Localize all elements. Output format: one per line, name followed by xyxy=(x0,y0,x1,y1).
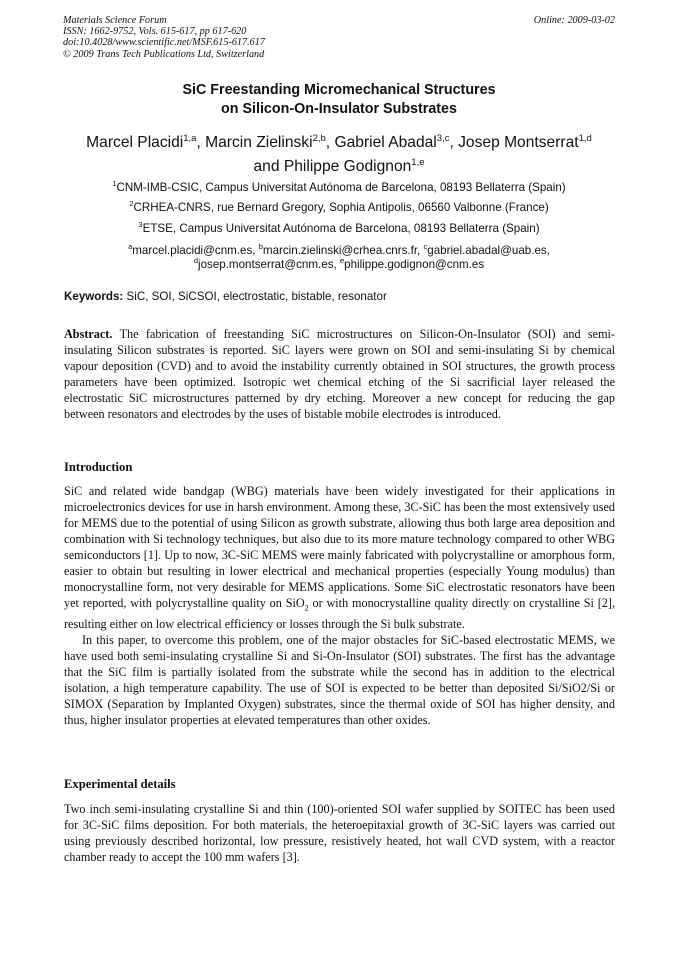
affiliation-sup: 3 xyxy=(138,220,143,229)
affiliation-text: CRHEA-CNRS, rue Bernard Gregory, Sophia Antipolis, 06560 Valbonne (France) xyxy=(133,200,549,214)
affiliation-sup: 1 xyxy=(112,179,117,188)
email-sup: c xyxy=(423,242,428,251)
email-link[interactable]: gabriel.abadal@uab.es, xyxy=(427,243,550,257)
author-sup: 1,d xyxy=(578,133,592,144)
abstract-label: Abstract. xyxy=(64,327,113,341)
keywords xyxy=(64,290,616,303)
title-line-1: SiC Freestanding Micromechanical Structures xyxy=(182,82,496,98)
email-link[interactable]: josep.montserrat@cnm.es, xyxy=(198,257,337,271)
online-date: Online: 2009-03-02 xyxy=(533,15,615,26)
journal-name: Materials Science Forum xyxy=(63,15,167,26)
title-line-2: on Silicon-On-Insulator Substrates xyxy=(221,101,457,117)
keywords-text: SiC, SOI, SiCSOI, electrostatic, bistable, resonator xyxy=(126,290,387,303)
subscript: 2 xyxy=(304,603,309,613)
author-name: Josep Montserrat xyxy=(458,134,579,152)
author-name: Philippe Godignon xyxy=(283,158,412,176)
email-link[interactable]: marcin.zielinski@crhea.cnrs.fr, xyxy=(262,243,421,257)
author-list: Marcel Placidi$^{1,a}$, Marcin Zielinski$^{2,b}$, Gabriel Abadal$^{3,c}$, Josep Montserrat$^{1,d}$ and Philippe Godignon$^{1,e}$ xyxy=(86,133,592,176)
issn-line: ISSN: 1662-9752, Vols. 615-617, pp 617-620 xyxy=(63,26,247,38)
experimental-body xyxy=(64,801,615,865)
email-line-2 xyxy=(0,254,678,272)
paper-title xyxy=(0,81,678,119)
author-name: Gabriel Abadal xyxy=(334,134,437,152)
abstract xyxy=(64,326,615,422)
author-sup: 3,c xyxy=(436,133,450,144)
journal-header xyxy=(63,15,615,60)
paragraph-text: SiC and related wide bandgap (WBG) materials have been widely investigated for their applications in microelectronics devices for use in harsh environment. Among these, 3C-SiC has been the most extensively used for MEMS due to the potential of using Silicon as growth substrate, allowing thus both large area deposition and combination with Si technology techniques, but also due to its more mature technology compared to other WBG semiconductors [1]. Up to now, 3C-SiC MEMS were mainly fabricated with polycrystalline or amorphous form, easier to obtain but resulting in lower electrical and mechanical properties (especially Young modulus) than monocrystalline form, not very desirable for MEMS applications. Some SiC electrostatic resonators have been yet reported, with polycrystalline quality on SiO xyxy=(64,484,615,610)
experimental-paragraph-1: Two inch semi-insulating crystalline Si and thin (100)-oriented SOI wafer supplied by SOITEC has been used for 3C-SiC films deposition. For both materials, the heteroepitaxial growth of 3C-SiC layers was carried out using previously described horizontal, low pressure, resistively heated, hot wall CVD system, with a reactor chamber ready to accept the 100 mm wafers [3]. xyxy=(64,802,615,864)
affiliation-2 xyxy=(0,197,678,215)
abstract-text: The fabrication of freestanding SiC microstructures on Silicon-On-Insulator (SOI) and semi-insulating Silicon substrates is reported. SiC layers were grown on SOI and semi-insulating Si by chemical vapour deposition (CVD) and to avoid the instability currently obtained in SOI structures, the growth process parameters have been optimized. Isotropic wet chemical etching of the Si sacrificial layer released the electrostatic SiC microstructures patterned by dry etching. Moreover a new concept for reducing the gap between resonators and electrodes by the uses of bistable mobile electrodes is introduced. xyxy=(64,327,615,421)
email-link[interactable]: philippe.godignon@cnm.es xyxy=(344,257,485,271)
email-sup: a xyxy=(128,242,133,251)
introduction-body xyxy=(64,483,615,728)
author-sup: 1,a xyxy=(183,133,197,144)
email-sup: b xyxy=(258,242,263,251)
author-sup: 1,e xyxy=(411,157,425,169)
paragraph-text: or with monocrystalline quality directly on crystalline Si [2], resulting either on low electrical efficiency or losses through the Si bulk substrate. xyxy=(64,596,615,632)
introduction-paragraph-1 xyxy=(64,483,615,632)
doi-line[interactable]: doi:10.4028/www.scientific.net/MSF.615-617.617 xyxy=(63,37,265,49)
experimental-heading: Experimental details xyxy=(64,777,176,791)
copyright-line: © 2009 Trans Tech Publications Ltd, Switzerland xyxy=(63,48,265,60)
author-name: Marcin Zielinski xyxy=(205,134,313,152)
email-sup: e xyxy=(339,256,345,265)
introduction-paragraph-2: In this paper, to overcome this problem, one of the major obstacles for SiC-based electrostatic MEMS, we have used both semi-insulating crystalline Si and Si-On-Insulator (SOI) substrates. The first has the advantage that the SiC film is partially isolated from the substrate while the second has in addition to the electrical isolation, a high temperature capability. The use of SOI is expected to be better than deposited Si/SiO2/Si or SIMOX (Separation by Implanted Oxygen) substrates, since the thermal oxide of SOI has higher density, and thus, higher insulator properties at elevated temperatures than other oxides. xyxy=(64,633,615,728)
author-name: Marcel Placidi xyxy=(86,134,184,152)
affiliation-text: CNM-IMB-CSIC, Campus Universitat Autónoma de Barcelona, 08193 Bellaterra (Spain) xyxy=(116,180,566,194)
email-sup: d xyxy=(193,256,198,265)
author-sup: 2,b xyxy=(312,133,326,144)
email-link[interactable]: marcel.placidi@cnm.es, xyxy=(132,243,256,257)
affiliation-text: ETSE, Campus Universitat Autónoma de Barcelona, 08193 Bellaterra (Spain) xyxy=(142,221,540,235)
author-and: and xyxy=(253,158,280,176)
keywords-label: Keywords: xyxy=(64,290,124,303)
affiliation-3 xyxy=(0,218,678,236)
introduction-heading: Introduction xyxy=(64,460,133,474)
affiliation-1 xyxy=(0,177,678,195)
affiliation-sup: 2 xyxy=(129,199,134,208)
